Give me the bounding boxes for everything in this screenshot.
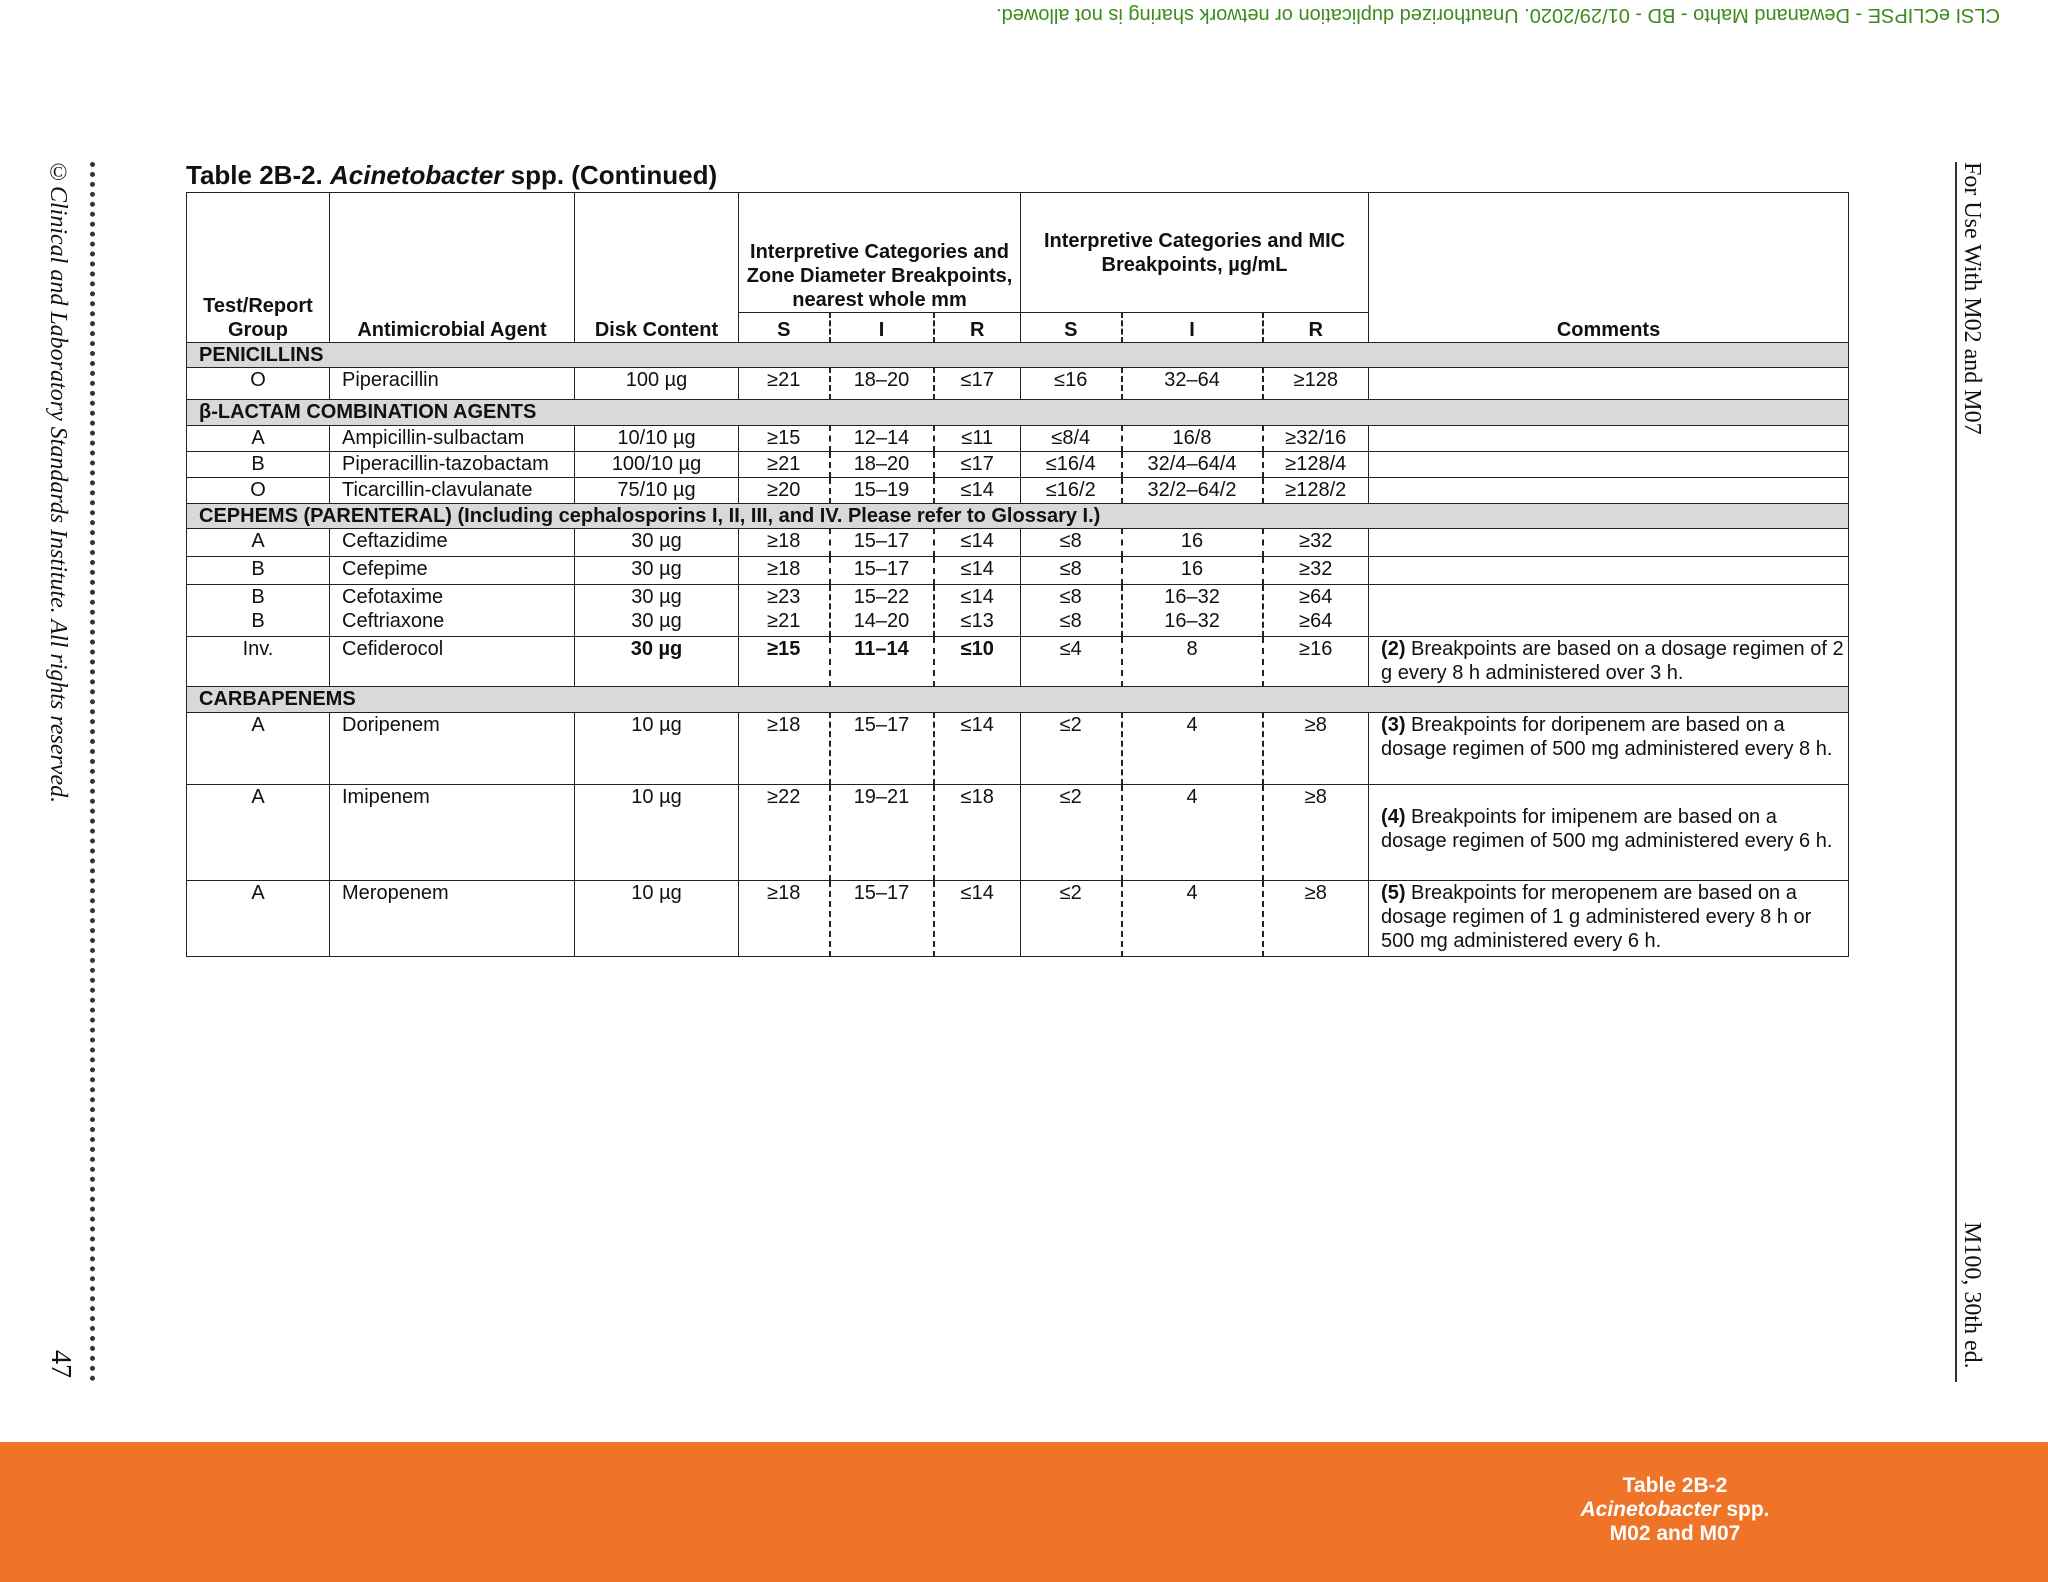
cell-mic-s: ≤16/2 bbox=[1021, 478, 1122, 504]
cell-zone-i: 15–17 bbox=[830, 529, 934, 557]
cell-mic-r: ≥32/16 bbox=[1263, 426, 1369, 452]
cell-group: A bbox=[187, 713, 330, 785]
cell-agent: Ceftazidime bbox=[330, 529, 575, 557]
zr-ceftriaxone: ≤13 bbox=[960, 610, 994, 632]
cell-zone-r: ≤10 bbox=[934, 637, 1021, 687]
cell-zone-r: ≤11 bbox=[934, 426, 1021, 452]
zs-ceftriaxone: ≥21 bbox=[767, 610, 801, 632]
zr-cefotaxime: ≤14 bbox=[960, 586, 994, 608]
cell-mic-r: ≥8 bbox=[1263, 713, 1369, 785]
watermark-text: CLSI eCLIPSE - Dewanand Mahto - BD - 01/29/2020. Unauthorized duplication or network sharing is not allowed. bbox=[996, 4, 2000, 26]
cell-zone-s: ≥21 bbox=[739, 368, 830, 400]
title-organism: Acinetobacter bbox=[330, 160, 504, 190]
cell-comment bbox=[1369, 881, 1849, 957]
cell-mic-s: ≤8 bbox=[1021, 529, 1122, 557]
cell-mic-r: ≥32 bbox=[1263, 529, 1369, 557]
cell-group: O bbox=[187, 368, 330, 400]
cell-zone-r: ≤14 bbox=[934, 529, 1021, 557]
comment-text: Breakpoints for doripenem are based on a dosage regimen of 500 mg administered every 8 h. bbox=[1381, 714, 1833, 760]
cell-mic-s: ≤8/4 bbox=[1021, 426, 1122, 452]
table-row bbox=[187, 881, 1849, 957]
cell-zone-s: ≥22 bbox=[739, 785, 830, 881]
cell-disk: 75/10 µg bbox=[575, 478, 739, 504]
header-mic-s: S bbox=[1021, 313, 1122, 343]
header-row bbox=[187, 193, 1849, 313]
cell-comment bbox=[1369, 785, 1849, 881]
cell-disk: 10 µg bbox=[575, 713, 739, 785]
cell-comment bbox=[1369, 478, 1849, 504]
title-prefix: Table 2B-2. bbox=[186, 160, 331, 190]
cell-mic-s: ≤2 bbox=[1021, 713, 1122, 785]
cell-agent: Meropenem bbox=[330, 881, 575, 957]
zi-cefotaxime: 15–22 bbox=[853, 586, 910, 608]
band-line-2-suffix: spp. bbox=[1720, 1498, 1770, 1521]
cell-disk: 100/10 µg bbox=[575, 452, 739, 478]
header-agent: Antimicrobial Agent bbox=[330, 193, 575, 343]
cell-mic-i: 16 bbox=[1122, 529, 1263, 557]
cell-mic-s: ≤2 bbox=[1021, 785, 1122, 881]
table-row bbox=[187, 637, 1849, 687]
group-ceftriaxone: B bbox=[251, 610, 265, 632]
cell-zone-i: 15–19 bbox=[830, 478, 934, 504]
cell-zone-i: 12–14 bbox=[830, 426, 934, 452]
disk-ceftriaxone: 30 µg bbox=[631, 610, 682, 632]
cell-comment bbox=[1369, 529, 1849, 557]
table-row bbox=[187, 368, 1849, 400]
comment-number: (5) bbox=[1381, 882, 1406, 904]
cell-disk bbox=[575, 585, 739, 637]
cell-disk: 10 µg bbox=[575, 881, 739, 957]
footer-band-label bbox=[1530, 1474, 1820, 1546]
mr-cefotaxime: ≥64 bbox=[1299, 586, 1333, 608]
header-zone: Interpretive Categories and Zone Diameter Breakpoints, nearest whole mm bbox=[739, 193, 1021, 313]
cell-zone-s bbox=[739, 585, 830, 637]
band-organism: Acinetobacter bbox=[1580, 1498, 1721, 1521]
cell-zone-s: ≥18 bbox=[739, 881, 830, 957]
table-row bbox=[187, 585, 1849, 637]
cell-agent: Piperacillin-tazobactam bbox=[330, 452, 575, 478]
cell-zone-i: 11–14 bbox=[830, 637, 934, 687]
cell-comment bbox=[1369, 585, 1849, 637]
cell-zone-i: 19–21 bbox=[830, 785, 934, 881]
section-label: CEPHEMS (PARENTERAL) (Including cephalosporins I, II, III, and IV. Please refer to Glossary I.) bbox=[187, 504, 1849, 529]
cell-zone-s: ≥18 bbox=[739, 529, 830, 557]
comment-number: (4) bbox=[1381, 806, 1406, 828]
disk-cefotaxime: 30 µg bbox=[631, 586, 682, 608]
cell-mic-i: 32–64 bbox=[1122, 368, 1263, 400]
cell-comment bbox=[1369, 713, 1849, 785]
section-label: PENICILLINS bbox=[187, 343, 1849, 368]
cell-mic-r: ≥8 bbox=[1263, 785, 1369, 881]
right-divider bbox=[1955, 162, 1957, 1382]
table-row bbox=[187, 452, 1849, 478]
cell-group: A bbox=[187, 881, 330, 957]
cell-zone-s: ≥21 bbox=[739, 452, 830, 478]
dotted-divider bbox=[90, 162, 95, 1382]
cell-zone-i: 18–20 bbox=[830, 452, 934, 478]
cell-zone-i: 15–17 bbox=[830, 881, 934, 957]
cell-agent: Ticarcillin-clavulanate bbox=[330, 478, 575, 504]
cell-mic-i: 32/4–64/4 bbox=[1122, 452, 1263, 478]
cell-mic-i: 32/2–64/2 bbox=[1122, 478, 1263, 504]
table-row bbox=[187, 713, 1849, 785]
cell-zone-i: 15–17 bbox=[830, 557, 934, 585]
title-suffix: spp. (Continued) bbox=[503, 160, 718, 190]
cell-mic-i: 8 bbox=[1122, 637, 1263, 687]
cell-group: B bbox=[187, 557, 330, 585]
cell-zone-s: ≥15 bbox=[739, 426, 830, 452]
cell-agent: Doripenem bbox=[330, 713, 575, 785]
header-mic-r: R bbox=[1263, 313, 1369, 343]
agent-cefotaxime: Cefotaxime bbox=[342, 586, 444, 608]
cell-group: Inv. bbox=[187, 637, 330, 687]
cell-mic-s: ≤4 bbox=[1021, 637, 1122, 687]
cell-disk: 30 µg bbox=[575, 529, 739, 557]
cell-disk: 30 µg bbox=[575, 637, 739, 687]
header-disk: Disk Content bbox=[575, 193, 739, 343]
section-blactam bbox=[187, 400, 1849, 426]
cell-group bbox=[187, 585, 330, 637]
comment-number: (3) bbox=[1381, 714, 1406, 736]
cell-mic-r: ≥128/4 bbox=[1263, 452, 1369, 478]
table-row bbox=[187, 426, 1849, 452]
section-carbapenems bbox=[187, 687, 1849, 713]
cell-zone-r: ≤14 bbox=[934, 713, 1021, 785]
mr-ceftriaxone: ≥64 bbox=[1299, 610, 1333, 632]
section-label: CARBAPENEMS bbox=[187, 687, 1849, 713]
cell-comment bbox=[1369, 368, 1849, 400]
cell-mic-s: ≤8 bbox=[1021, 557, 1122, 585]
zi-ceftriaxone: 14–20 bbox=[853, 610, 910, 632]
right-margin-top-text: For Use With M02 and M07 bbox=[1959, 162, 1985, 435]
cell-group: A bbox=[187, 529, 330, 557]
cell-mic-i: 4 bbox=[1122, 713, 1263, 785]
cell-agent: Piperacillin bbox=[330, 368, 575, 400]
cell-mic-r: ≥16 bbox=[1263, 637, 1369, 687]
cell-group: B bbox=[187, 452, 330, 478]
cell-mic-r: ≥128/2 bbox=[1263, 478, 1369, 504]
cell-comment bbox=[1369, 637, 1849, 687]
section-cephems bbox=[187, 504, 1849, 529]
header-zone-i: I bbox=[830, 313, 934, 343]
cell-mic-i: 16 bbox=[1122, 557, 1263, 585]
cell-zone-i: 18–20 bbox=[830, 368, 934, 400]
comment-text: Breakpoints are based on a dosage regimen of 2 g every 8 h administered over 3 h. bbox=[1381, 638, 1844, 684]
cell-mic-r: ≥8 bbox=[1263, 881, 1369, 957]
cell-zone-r: ≤14 bbox=[934, 478, 1021, 504]
cell-comment bbox=[1369, 426, 1849, 452]
cell-mic-r bbox=[1263, 585, 1369, 637]
cell-group: A bbox=[187, 785, 330, 881]
cell-zone-r: ≤14 bbox=[934, 557, 1021, 585]
cell-disk: 10 µg bbox=[575, 785, 739, 881]
table-row bbox=[187, 478, 1849, 504]
header-comments: Comments bbox=[1369, 193, 1849, 343]
left-margin bbox=[44, 160, 76, 1390]
band-line-1: Table 2B-2 bbox=[1622, 1474, 1728, 1497]
section-penicillins bbox=[187, 343, 1849, 368]
ms-ceftriaxone: ≤8 bbox=[1059, 610, 1082, 632]
cell-zone-i: 15–17 bbox=[830, 713, 934, 785]
cell-zone-r: ≤18 bbox=[934, 785, 1021, 881]
section-label: β-LACTAM COMBINATION AGENTS bbox=[187, 400, 1849, 426]
header-zone-r: R bbox=[934, 313, 1021, 343]
cell-group: A bbox=[187, 426, 330, 452]
cell-agent: Cefiderocol bbox=[330, 637, 575, 687]
zs-cefotaxime: ≥23 bbox=[767, 586, 801, 608]
comment-number: (2) bbox=[1381, 638, 1406, 660]
cell-agent bbox=[330, 585, 575, 637]
comment-text: Breakpoints for meropenem are based on a dosage regimen of 1 g administered every 8 h or 500 mg administered every 6 h. bbox=[1381, 882, 1812, 952]
cell-mic-i bbox=[1122, 585, 1263, 637]
header-group: Test/Report Group bbox=[187, 193, 330, 343]
cell-mic-i: 4 bbox=[1122, 881, 1263, 957]
header-mic-i: I bbox=[1122, 313, 1263, 343]
band-line-2 bbox=[1530, 1498, 1820, 1522]
cell-comment bbox=[1369, 557, 1849, 585]
agent-ceftriaxone: Ceftriaxone bbox=[342, 610, 445, 632]
cell-zone-s: ≥20 bbox=[739, 478, 830, 504]
right-margin-bottom-text: M100, 30th ed. bbox=[1959, 1222, 1985, 1369]
cell-agent: Cefepime bbox=[330, 557, 575, 585]
cell-zone-s: ≥18 bbox=[739, 713, 830, 785]
group-cefotaxime: B bbox=[251, 586, 265, 608]
ms-cefotaxime: ≤8 bbox=[1059, 586, 1082, 608]
breakpoint-table bbox=[186, 192, 1849, 957]
cell-zone-r: ≤17 bbox=[934, 452, 1021, 478]
cell-zone-r: ≤17 bbox=[934, 368, 1021, 400]
page-number: 47 bbox=[45, 1350, 76, 1378]
cell-mic-i: 4 bbox=[1122, 785, 1263, 881]
cell-zone-r bbox=[934, 585, 1021, 637]
cell-mic-r: ≥32 bbox=[1263, 557, 1369, 585]
cell-mic-s: ≤16/4 bbox=[1021, 452, 1122, 478]
cell-zone-r: ≤14 bbox=[934, 881, 1021, 957]
cell-comment bbox=[1369, 452, 1849, 478]
table-row bbox=[187, 785, 1849, 881]
cell-mic-r: ≥128 bbox=[1263, 368, 1369, 400]
cell-zone-i bbox=[830, 585, 934, 637]
table-title bbox=[186, 160, 717, 191]
cell-disk: 30 µg bbox=[575, 557, 739, 585]
cell-mic-i: 16/8 bbox=[1122, 426, 1263, 452]
header-mic: Interpretive Categories and MIC Breakpoints, µg/mL bbox=[1021, 193, 1369, 313]
cell-mic-s: ≤2 bbox=[1021, 881, 1122, 957]
cell-disk: 10/10 µg bbox=[575, 426, 739, 452]
header-zone-s: S bbox=[739, 313, 830, 343]
copyright-notice: ©Clinical and Laboratory Standards Institute. All rights reserved. bbox=[45, 160, 71, 804]
cell-agent: Ampicillin-sulbactam bbox=[330, 426, 575, 452]
cell-zone-s: ≥18 bbox=[739, 557, 830, 585]
cell-agent: Imipenem bbox=[330, 785, 575, 881]
mi-cefotaxime: 16–32 bbox=[1164, 586, 1220, 608]
band-line-3: M02 and M07 bbox=[1609, 1522, 1741, 1545]
cell-zone-s: ≥15 bbox=[739, 637, 830, 687]
table-row bbox=[187, 557, 1849, 585]
cell-group: O bbox=[187, 478, 330, 504]
table-row bbox=[187, 529, 1849, 557]
comment-text: Breakpoints for imipenem are based on a dosage regimen of 500 mg administered every 6 h. bbox=[1381, 806, 1833, 852]
cell-mic-s bbox=[1021, 585, 1122, 637]
cell-mic-s: ≤16 bbox=[1021, 368, 1122, 400]
cell-disk: 100 µg bbox=[575, 368, 739, 400]
mi-ceftriaxone: 16–32 bbox=[1164, 610, 1220, 632]
